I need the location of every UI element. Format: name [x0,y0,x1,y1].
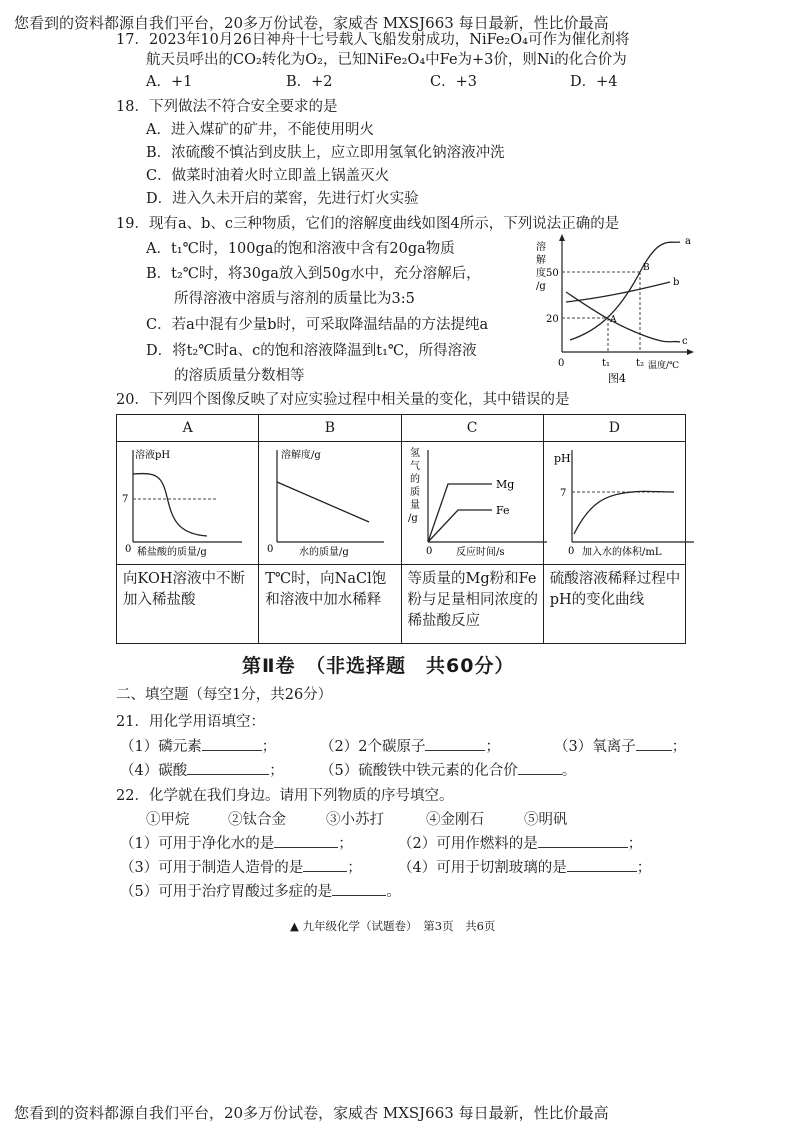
fig4-label-a: a [685,236,691,247]
q21-item-2 [320,737,500,757]
fig4-y20: 20 [546,314,559,325]
q19-option-b-line2: 所得溶液中溶质与溶剂的质量比为3:5 [174,291,415,307]
q22-item-4-semi: ； [636,860,652,876]
q22-item-5-period: 。 [386,884,401,900]
graph-b-line [277,482,369,522]
graph-c-mg-line [428,484,492,542]
q22-item-4-label: （4）可用于切割玻璃的是 [398,860,567,876]
q22-choice-3: ③小苏打 [326,812,384,828]
graph-c-ylabel-6: /g [407,513,418,524]
q19-option-b-line1: B．t₂℃时，将30ga放入到50g水中，充分溶解后， [146,266,481,282]
q22-choice-2: ②钛合金 [228,812,286,828]
q21-answer-5[interactable] [518,774,562,775]
q17-option-a: A．+1 [146,74,193,90]
graph-c-ylabel-3: 的 [409,474,420,485]
q22-item-2 [398,834,642,854]
q21-answer-2[interactable] [425,750,485,751]
q21-item-2-label: （2）2个碳原子 [320,739,426,755]
graph-b-xlabel: 水的质量/g [299,547,350,558]
q18-stem: 18．下列做法不符合安全要求的是 [116,99,338,115]
fig4-origin: 0 [558,358,565,369]
fig4-label-b: b [673,277,680,288]
q18-option-d: D．进入久未开启的菜窖，先进行灯火实验 [146,191,419,207]
q22-item-1 [120,834,353,854]
q22-choice-1: ①甲烷 [146,812,190,828]
part2-title: 第Ⅱ卷 （非选择题 共60分） [242,655,515,677]
q20-graph-d [544,442,700,564]
fig4-t2: t₂ [636,358,645,369]
q22-item-3-semi: ； [347,860,362,876]
q21-item-3 [554,737,686,757]
fig4-point-B: B [643,263,650,273]
graph-d-curve [574,491,674,534]
q22-item-5-label: （5）可用于治疗胃酸过多症的是 [120,884,333,900]
q20-header-b: B [259,415,401,442]
q20-header-d: D [543,415,685,442]
q21-answer-4[interactable] [187,774,269,775]
q22-answer-1[interactable] [274,847,338,848]
q19-option-d-line1: D．将t₂℃时a、c的饱和溶液降温到t₁℃，所得溶液 [146,343,477,359]
q20-desc-a: 向KOH溶液中不断加入稀盐酸 [117,565,259,644]
q22-item-4 [398,858,651,878]
q22-choice-5: ⑤明矾 [524,812,568,828]
graph-c-ylabel-4: 质 [409,487,420,498]
q20-graph-a-cell [117,442,259,565]
q18-option-a: A．进入煤矿的矿井，不能使用明火 [146,122,374,138]
q21-item-3-label: （3）氧离子 [554,739,636,755]
fig4-point-A: A [610,315,617,325]
q21-item-3-semi: ； [671,739,687,755]
graph-d-tick-7: 7 [559,488,567,499]
q21-item-1-label: （1）磷元素 [120,739,202,755]
q17-option-d: D．+4 [570,74,618,90]
q20-desc-b: T℃时，向NaCl饱和溶液中加水稀释 [259,565,401,644]
fig4-ylabel-1: 溶 [536,242,546,253]
q20-graph-b [259,442,389,564]
graph-c-mg-label: Mg [495,478,514,491]
graph-d-origin: 0 [567,546,575,557]
q21-stem: 21．用化学用语填空： [116,714,265,730]
q22-choice-4: ④金刚石 [426,812,484,828]
q21-item-4 [120,761,284,781]
watermark-bottom: 您看到的资料都源自我们平台，20多万份试卷，家威杏 MXSJ663 每日最新，性比价最高 [14,1104,609,1122]
fig4-ylabel-3: 度 [536,268,546,279]
graph-c-xlabel: 反应时间/s [455,547,505,558]
q17-line1: 17．2023年10月26日神舟十七号载人飞船发射成功，NiFe₂O₄可作为催化剂将 [116,32,630,48]
q20-graph-d-cell [543,442,685,565]
fig4-xlabel: 温度/℃ [648,361,680,371]
q22-item-1-semi: ； [338,836,353,852]
q19-option-a: A．t₁℃时，100ga的饱和溶液中含有20ga物质 [146,241,455,257]
q22-item-1-label: （1）可用于净化水的是 [120,836,275,852]
graph-c-origin: 0 [425,546,432,557]
q18-option-b: B．浓硫酸不慎沾到皮肤上，应立即用氢氧化钠溶液冲洗 [146,145,505,161]
graph-b-ylabel: 溶解度/g [281,450,322,461]
q22-stem: 22．化学就在我们身边。请用下列物质的序号填空。 [116,788,454,804]
graph-b-origin: 0 [267,544,274,555]
q20-stem: 20．下列四个图像反映了对应实验过程中相关量的变化，其中错误的是 [116,392,570,408]
q22-item-3-label: （3）可用于制造人造骨的是 [120,860,304,876]
fig4-x-arrow [687,349,694,355]
q20-header-c: C [401,415,543,442]
q22-answer-2[interactable] [538,847,628,848]
graph-d-ylabel: pH [553,452,571,465]
fig4-label-c: c [682,336,688,347]
q22-item-2-label: （2）可用作燃料的是 [398,836,538,852]
graph-c-ylabel-5: 量 [409,500,420,511]
q21-item-5-label: （5）硫酸铁中铁元素的化合价 [320,763,518,779]
fig4-y-arrow [559,234,565,241]
q22-item-5 [120,882,401,902]
fig4-y50: 50 [546,268,559,279]
q21-item-4-semi: ； [269,763,284,779]
fig4-caption: 图4 [608,372,626,385]
graph-a-tick-7: 7 [122,494,129,505]
fig4-ylabel-2: 解 [536,255,546,266]
q20-desc-d: 硫酸溶液稀释过程中pH的变化曲线 [543,565,685,644]
fig4-ylabel-4: /g [536,281,546,292]
fig4-curve-a [570,242,680,340]
q17-option-c: C．+3 [430,74,477,90]
q22-answer-5[interactable] [332,895,386,896]
q21-answer-3[interactable] [636,750,672,751]
q21-item-5-period: 。 [561,763,577,779]
q19-option-c: C．若a中混有少量b时，可采取降温结晶的方法提纯a [146,317,489,333]
q17-line2: 航天员呼出的CO₂转化为O₂，已知NiFe₂O₄中Fe为+3价，则Ni的化合价为 [146,52,627,68]
q22-item-2-semi: ； [627,836,643,852]
fig4-t1: t₁ [602,358,611,369]
q17-option-b: B．+2 [286,74,333,90]
q21-item-2-semi: ； [485,739,500,755]
graph-c-ylabel-2: 气 [409,461,420,472]
graph-a-curve [133,474,207,536]
graph-c-fe-label: Fe [495,504,510,517]
solubility-figure [530,230,696,390]
q22-answer-4[interactable] [567,871,637,872]
page-footer: ▲ 九年级化学（试题卷） 第3页 共6页 [290,919,496,933]
q21-item-1 [120,737,276,757]
watermark-top: 您看到的资料都源自我们平台，20多万份试卷，家威杏 MXSJ663 每日最新，性比价最高 [14,14,609,32]
q18-option-c: C．做菜时油着火时立即盖上锅盖灭火 [146,168,390,184]
graph-c-ylabel-1: 氢 [409,448,420,459]
q20-graph-c-cell [401,442,543,565]
q19-option-d-line2: 的溶质质量分数相等 [174,368,305,384]
q20-graph-c [402,442,552,564]
graph-a-ylabel: 溶液pH [135,450,171,461]
part2-section-heading: 二、填空题（每空1分，共26分） [116,687,333,703]
q21-item-1-semi: ； [261,739,277,755]
graph-a-origin: 0 [125,544,132,555]
q20-graph-a [117,442,247,564]
q21-item-5 [320,761,576,781]
q22-answer-3[interactable] [303,871,347,872]
q19-stem: 19．现有a、b、c三种物质，它们的溶解度曲线如图4所示，下列说法正确的是 [116,216,620,232]
graph-a-xlabel: 稀盐酸的质量/g [137,547,207,558]
q20-graph-b-cell [259,442,401,565]
fig4-curve-b [566,282,670,302]
q20-desc-c: 等质量的Mg粉和Fe粉与足量相同浓度的稀盐酸反应 [401,565,543,644]
q20-header-a: A [117,415,259,442]
q21-item-4-label: （4）碳酸 [120,763,188,779]
q22-item-3 [120,858,362,878]
q21-answer-1[interactable] [202,750,262,751]
q20-options-table [116,414,686,644]
graph-d-xlabel: 加入水的体积/mL [581,547,662,558]
